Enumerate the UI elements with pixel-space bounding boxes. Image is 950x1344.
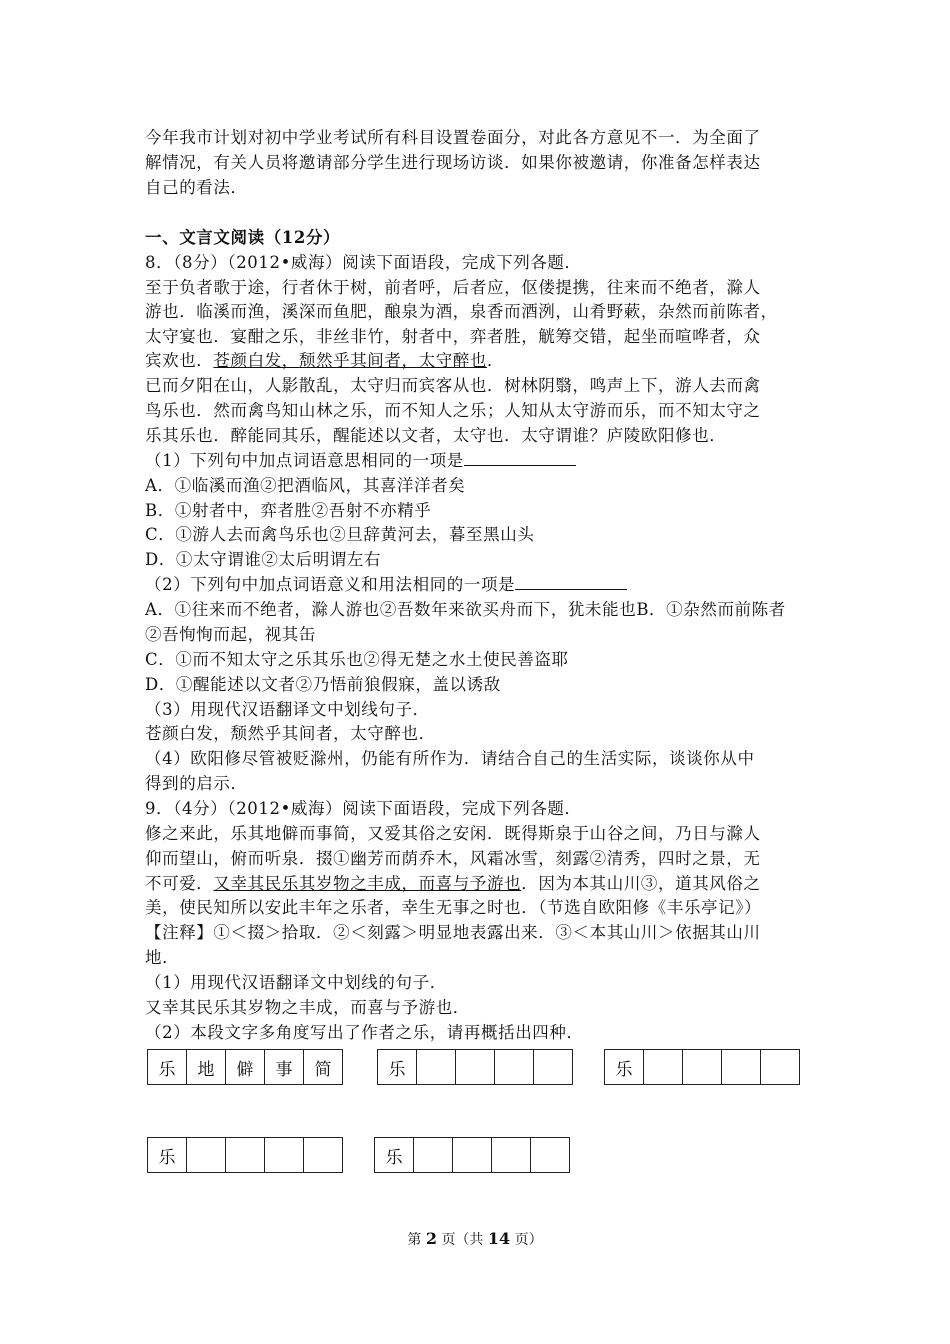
q8-sub2 [145,575,627,595]
q8-passage2-3: 乐其乐也．醉能同其乐，醒能述以文者，太守也．太守谓谁？庐陵欧阳修也． [145,426,727,445]
page-footer [0,1229,950,1249]
answer-box[interactable]: 乐 [147,1049,187,1085]
answer-box[interactable] [682,1049,722,1085]
q8-sub1-option-c: C．①游人去而禽鸟乐也②旦辞黄河去，暮至黑山头 [145,525,535,544]
answer-box[interactable]: 地 [186,1049,226,1085]
q8-passage-2: 游也．临溪而渔，溪深而鱼肥，酿泉为酒，泉香而酒洌，山肴野蔌，杂然而前陈者， [145,302,778,321]
q9-sub2: （2）本段文字多角度写出了作者之乐，请再概括出四种． [145,1023,584,1042]
answer-box[interactable] [455,1049,495,1085]
answer-box[interactable] [264,1137,304,1173]
q8-sub2-blank[interactable] [515,575,627,590]
q8-sub3: （3）用现代汉语翻译文中划线句子． [145,700,430,719]
answer-box[interactable] [721,1049,761,1085]
intro-line-3: 自己的看法． [145,178,248,197]
q8-sub4-1: （4）欧阳修尽管被贬滁州，仍能有所作为．请结合自己的生活实际，谈谈你从中 [145,749,755,768]
q8-sub2-option-2: ②吾恂恂而起，视其缶 [145,625,316,644]
q9-line3-pre: 不可爱． [145,874,214,893]
answer-box[interactable] [494,1049,534,1085]
section-title: 一、文言文阅读（12分） [145,228,341,247]
answer-box[interactable] [186,1137,226,1173]
q8-sub2-option-4: D．①醒能述以文者②乃悟前狼假寐，盖以诱敌 [145,675,501,694]
q8-underlined-end: ． [487,351,505,370]
q9-header: 9．（4分）（2012•威海）阅读下面语段，完成下列各题． [145,799,582,818]
q8-sub1-option-a: A．①临溪而渔②把酒临风，其喜洋洋者矣 [145,476,466,495]
q8-sub1-option-b: B．①射者中，弈者胜②吾射不亦精乎 [145,501,432,520]
q9-underlined-sentence: 又幸其民乐其岁物之丰成，而喜与予游也 [213,874,522,893]
q8-sub1-blank[interactable] [464,451,576,466]
q8-sub4-2: 得到的启示． [145,774,248,793]
q8-passage-4 [145,351,504,371]
answer-box-group-1 [147,1049,343,1085]
answer-box[interactable]: 乐 [374,1137,414,1173]
q8-sub2-text: （2）下列句中加点词语意义和用法相同的一项是 [145,575,516,594]
q8-passage2-1: 已而夕阳在山，人影散乱，太守归而宾客从也．树林阴翳，鸣声上下，游人去而禽 [145,376,761,395]
answer-box[interactable] [760,1049,800,1085]
answer-box-group-3 [604,1049,800,1085]
footer-total-pages: 14 [487,1229,511,1248]
q8-sub2-option-3: C．①而不知太守之乐其乐也②得无楚之水土使民善盗耶 [145,650,569,669]
footer-prefix: 第 [407,1232,422,1248]
q9-line3-post: ．因为本其山川③，道其风俗之 [521,874,761,893]
intro-line-1: 今年我市计划对初中学业考试所有科目设置卷面分，对此各方意见不一．为全面了 [145,128,761,147]
q9-notes-2: 地． [145,948,180,967]
q8-sub2-option-1: A．①往来而不绝者，滁人游也②吾数年来欲买舟而下，犹未能也B．①杂然而前陈者 [145,600,786,619]
q8-passage-3: 太守宴也．宴酣之乐，非丝非竹，射者中，弈者胜，觥筹交错，起坐而喧哗者，众 [145,327,761,346]
answer-box[interactable]: 僻 [225,1049,265,1085]
answer-box[interactable] [225,1137,265,1173]
q9-notes-1: 【注释】①＜掇＞拾取．②＜刻露＞明显地表露出来．③＜本其山川＞依据其山川 [145,923,761,942]
answer-box[interactable] [533,1049,573,1085]
answer-box[interactable] [452,1137,492,1173]
answer-box[interactable] [643,1049,683,1085]
q8-sub1-text: （1）下列句中加点词语意思相同的一项是 [145,451,464,470]
q8-passage2-2: 鸟乐也．然而禽鸟知山林之乐，而不知人之乐；人知从太守游而乐，而不知太守之 [145,401,761,420]
q9-passage-3 [145,874,761,894]
answer-box[interactable]: 乐 [604,1049,644,1085]
q9-passage-4: 美，使民知所以安此丰年之乐者，幸生无事之时也．（节选自欧阳修《丰乐亭记》） [145,898,762,917]
answer-box[interactable]: 乐 [147,1137,187,1173]
footer-suffix: 页） [514,1232,543,1248]
q8-passage-1: 至于负者歌于途，行者休于树，前者呼，后者应，伛偻提携，往来而不绝者，滁人 [145,278,761,297]
answer-box-group-4 [147,1137,343,1173]
q9-passage-2: 仰而望山，俯而听泉．掇①幽芳而荫乔木，风霜冰雪，刻露②清秀，四时之景，无 [145,849,761,868]
q9-sub1-line: 又幸其民乐其岁物之丰成，而喜与予游也． [145,998,470,1017]
q8-sub1 [145,451,576,471]
answer-box[interactable]: 简 [303,1049,343,1085]
footer-page-number: 2 [425,1229,437,1248]
q9-passage-1: 修之来此，乐其地僻而事简，又爱其俗之安闲．既得斯泉于山谷之间，乃日与滁人 [145,824,761,843]
q8-sub3-line: 苍颜白发，颓然乎其间者，太守醉也． [145,724,436,743]
answer-box[interactable]: 事 [264,1049,304,1085]
answer-box-group-2 [377,1049,573,1085]
answer-box[interactable] [413,1137,453,1173]
answer-box[interactable] [303,1137,343,1173]
q8-passage-4-text: 宾欢也． [145,351,214,370]
answer-box[interactable] [530,1137,570,1173]
q8-sub1-option-d: D．①太守谓谁②太后明谓左右 [145,550,382,569]
answer-box-group-5 [374,1137,570,1173]
q8-underlined-sentence: 苍颜白发，颓然乎其间者，太守醉也 [213,351,488,370]
q9-sub1: （1）用现代汉语翻译文中划线的句子． [145,973,447,992]
intro-line-2: 解情况，有关人员将邀请部分学生进行现场访谈．如果你被邀请，你准备怎样表达 [145,153,761,172]
answer-box[interactable]: 乐 [377,1049,417,1085]
answer-box[interactable] [491,1137,531,1173]
answer-box[interactable] [416,1049,456,1085]
q8-header: 8．（8分）（2012•威海）阅读下面语段，完成下列各题． [145,253,582,272]
footer-mid: 页（共 [441,1232,484,1248]
